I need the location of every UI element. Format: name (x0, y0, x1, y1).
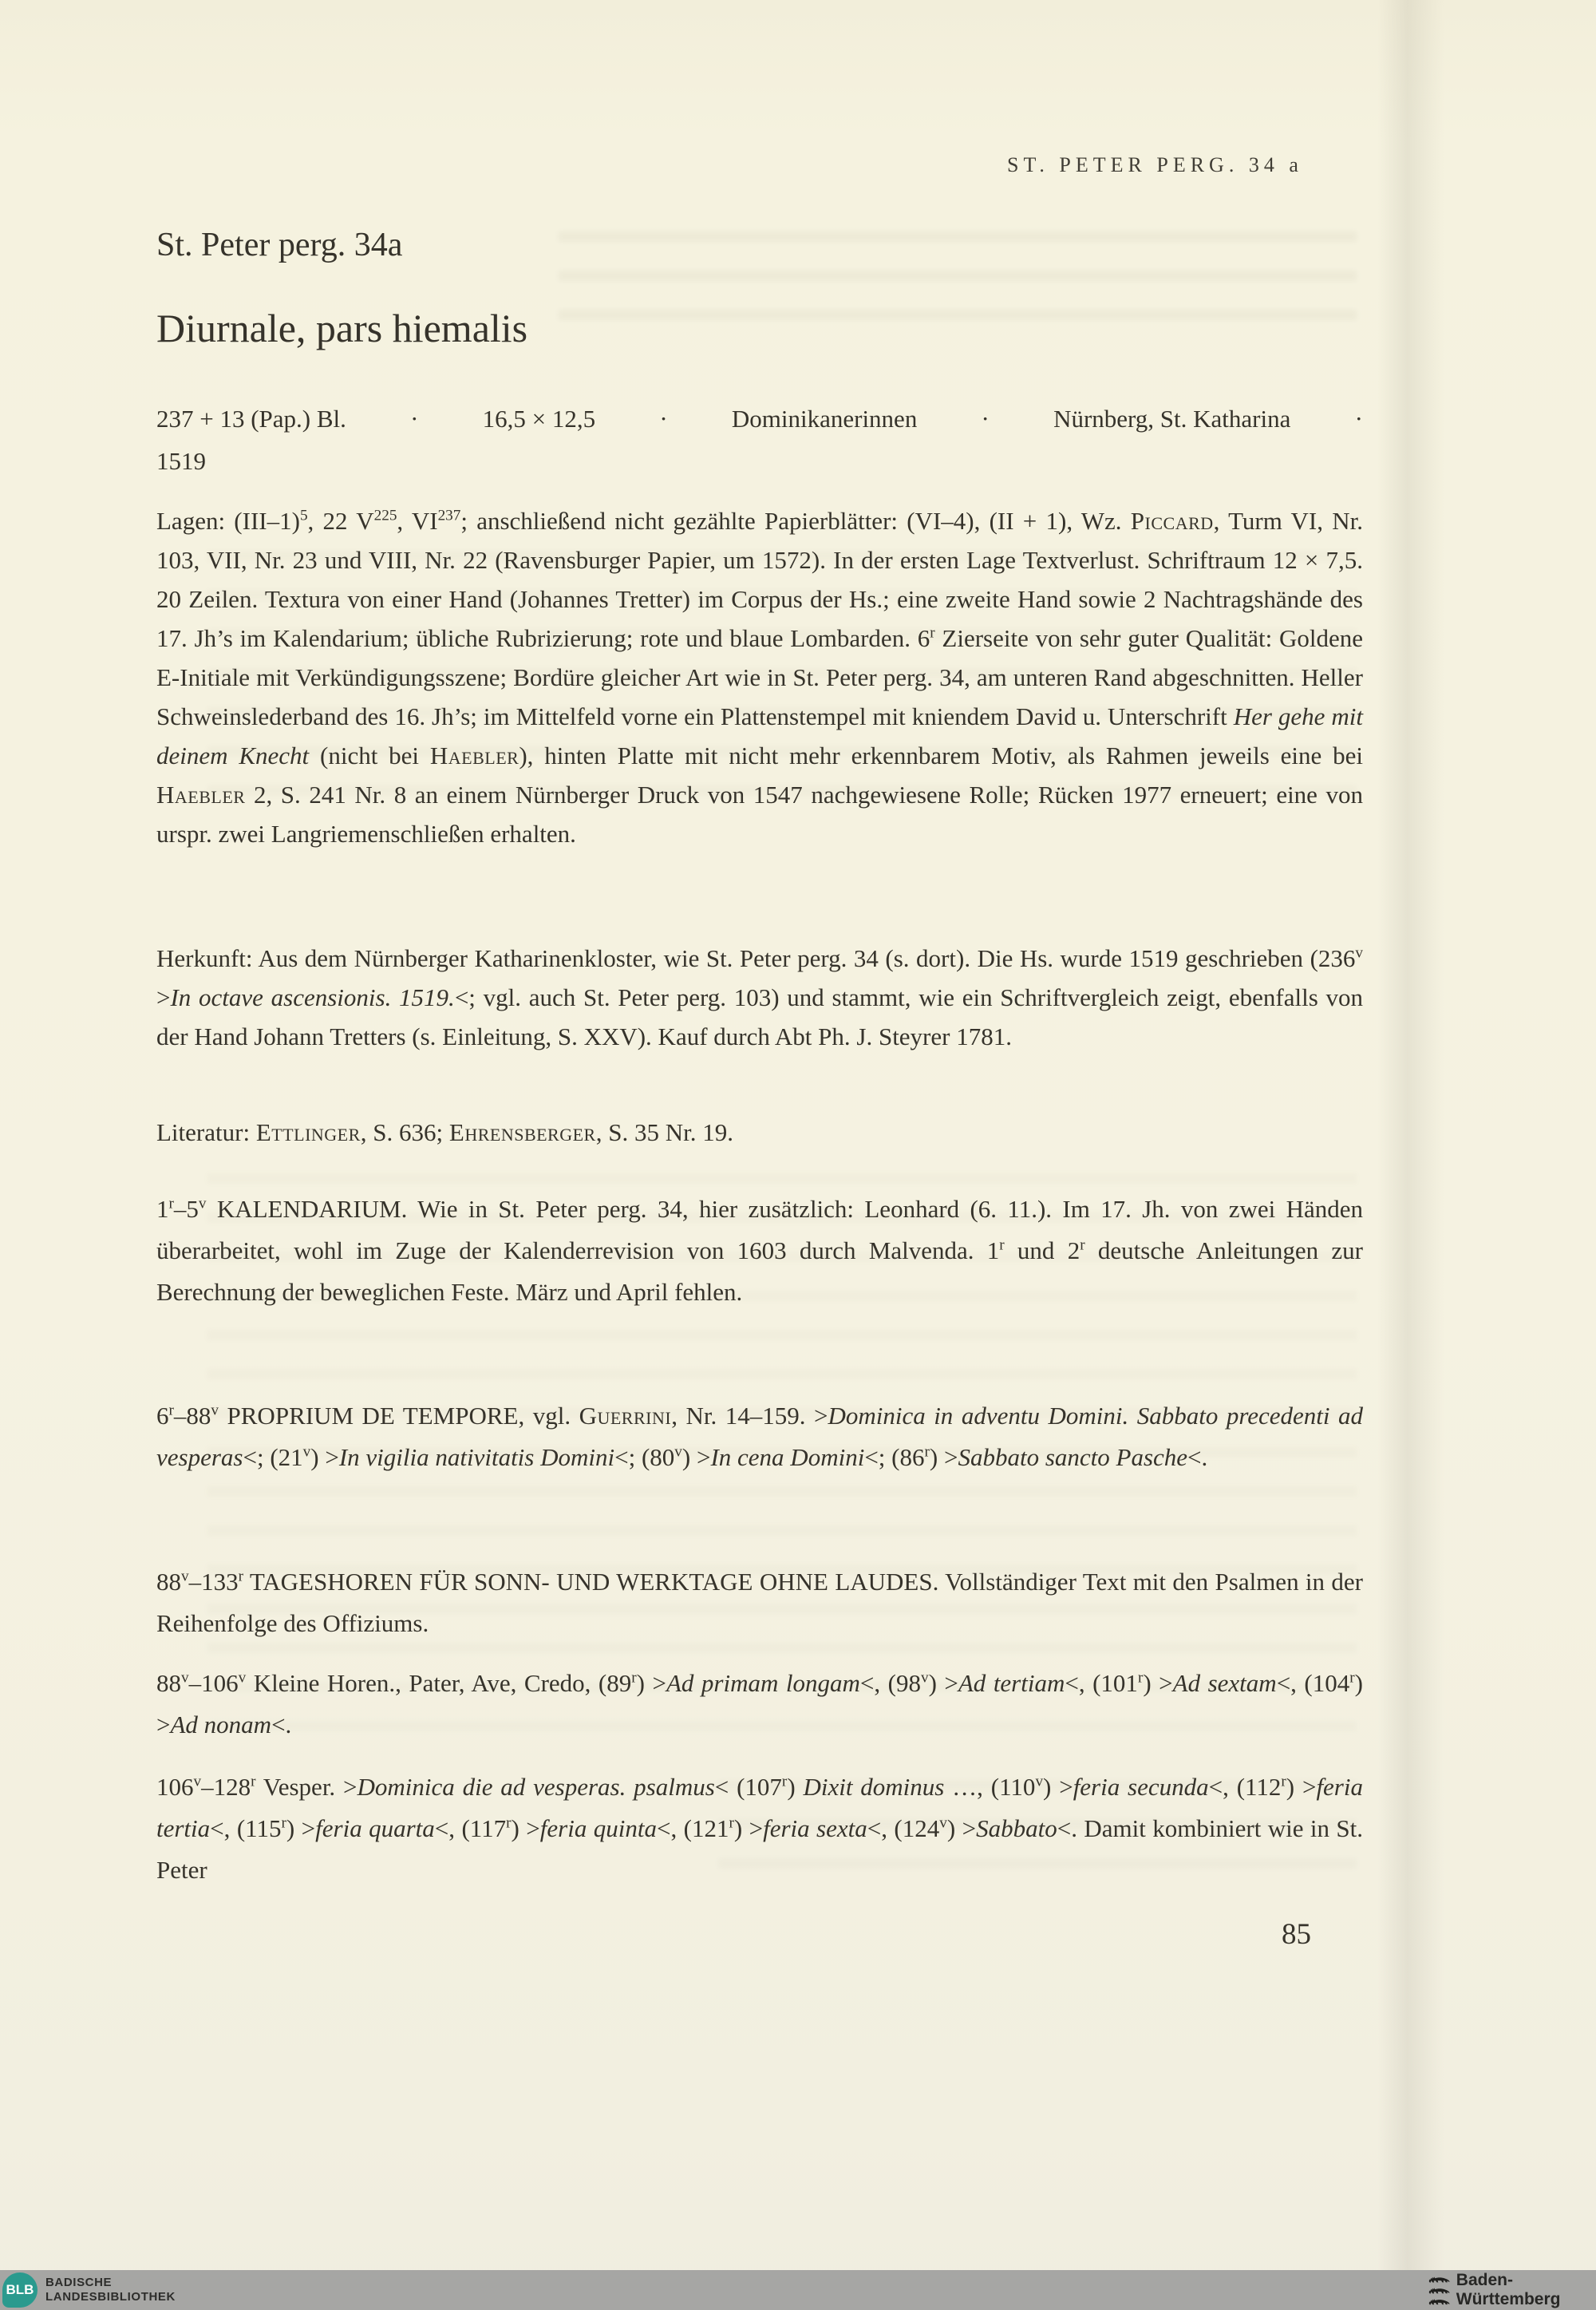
kalendarium-paragraph: 1$^r$–5$^v$ KALENDARIUM. Wie in St. Peter perg. 34, hier zusätzlich: Leonhard (6. 11.). Im 17. Jh. von zwei Händen überarbeitet, wohl im Zuge der Kalenderrevision von 1603 durch Malvenda. 1$^r$ und 2$^r$ deutsche Anleitungen zur Berechnung der beweglichen Feste. März und April fehlen. (156, 1195, 1363, 1306)
literature-paragraph: Literatur: Ettlinger, S. 636; Ehrensberger, S. 35 Nr. 19. (156, 1118, 733, 1146)
summary-line (156, 398, 1363, 482)
tageshoren-paragraph: 88$^v$–133$^r$ TAGESHOREN FÜR SONN- UND WERKTAGE OHNE LAUDES. Vollständiger Text mit den Psalmen in der Reihenfolge des Offiziums. (156, 1568, 1363, 1637)
footer-bar (0, 2270, 1596, 2310)
page-number: 85 (1282, 1918, 1311, 1951)
summary-line-row1: 237 + 13 (Pap.) Bl. · 16,5 × 12,5 · Dominikanerinnen · Nürnberg, St. Katharina · (156, 405, 1363, 433)
manuscript-title: Diurnale, pars hiemalis (156, 306, 528, 350)
collation-paragraph: Lagen: $(III-1)^5$, 22 $V^{225}$, VI$^{237}$; anschließend nicht gezählte Papierblätter: (VI–4), (II + 1), Wz. Piccard, Turm VI, Nr. 103, VII, Nr. 23 und VIII, Nr. 22 (Ravensburger Papier, um 1572). In der ersten Lage Textverlust. Schriftraum 12 × 7,5. 20 Zeilen. Textura von einer Hand (Johannes Tretter) im Corpus der Hs.; eine zweite Hand sowie 2 Nachtragshände des 17. Jh’s im Kalendarium; übliche Rubrizierung; rote und blaue Lombarden. 6$^r$ Zierseite von sehr guter Qualität: Goldene E-Initiale mit Verkündigungsszene; Bordüre gleicher Art wie in St. Peter perg. 34, am unteren Rand abgeschnitten. Heller Schweinslederband des 16. Jh’s; im Mittelfeld vorne ein Plattenstempel mit kniendem David u. Unterschrift Her gehe mit deinem Knecht (nicht bei Haebler), hinten Platte mit nicht mehr erkennbarem Motiv, als Rahmen jeweils eine bei Haebler 2, S. 241 Nr. 8 an einem Nürnberger Druck von 1547 nachgewiesene Rolle; Rücken 1977 erneuert; eine von urspr. zwei Langriemenschließen erhalten. (156, 507, 1363, 848)
state-branding (1428, 2270, 1596, 2310)
kleine-horen-paragraph: 88$^v$–106$^v$ Kleine Horen., Pater, Ave, Credo, $(89^r) >Ad$ primam longam<, $(98^v) >Ad$ tertiam<, $(101^r) >Ad$ sextam<, $(104^r) >Ad$ nonam<. (156, 1669, 1363, 1738)
library-name (45, 2276, 176, 2304)
vesper-paragraph: 106$^v$–128$^r$ Vesper. >Dominica die ad vesperas. psalmus< $(107^r)$ Dixit dominus …, $(110^v)$ >feria secunda<, $(112^r)$ >feria tertia<, $(115^r)$ >feria quarta<, $(117^r)$ >feria quinta<, $(121^r)$ >feria sexta<, $(124^v)$ >Sabbato<. Damit kombiniert wie in St. Peter (156, 1773, 1364, 1884)
page-edge-shadow (1377, 0, 1444, 2270)
baden-wuerttemberg-coat-of-arms-icon (1428, 2272, 1451, 2308)
library-name-line1: BADISCHE (45, 2276, 113, 2289)
state-name: Baden-Württemberg (1456, 2271, 1561, 2308)
proprium-de-tempore-paragraph: 6$^r$–88$^v$ PROPRIUM DE TEMPORE, vgl. Guerrini, Nr. 14–159. >Dominica in adventu Domini. Sabbato precedenti ad vesperas<; $(21^v) >In$ vigilia nativitatis Domini<; $(80^v) >In$ cena Domini<; $(86^r)$ >Sabbato sancto Pasche<. (156, 1402, 1363, 1471)
blb-logo: BLB (2, 2272, 38, 2308)
shelfmark-heading: St. Peter perg. 34a (156, 227, 403, 263)
summary-line-row2: 1519 (156, 447, 206, 475)
bleed-through-artifact (559, 231, 1357, 343)
library-name-line2: LANDESBIBLIOTHEK (45, 2290, 176, 2304)
running-header: ST. PETER PERG. 34 a (1007, 153, 1303, 176)
provenance-paragraph: Herkunft: Aus dem Nürnberger Katharinenkloster, wie St. Peter perg. 34 (s. dort). Die Hs. wurde 1519 geschrieben ($236^v >In$ octave ascensionis. 1519.<; vgl. auch St. Peter perg. 103) und stammt, wie ein Schriftvergleich zeigt, ebenfalls von der Hand Johann Tretters (s. Einleitung, S. XXV). Kauf durch Abt Ph. J. Steyrer 1781. (156, 944, 1363, 1050)
